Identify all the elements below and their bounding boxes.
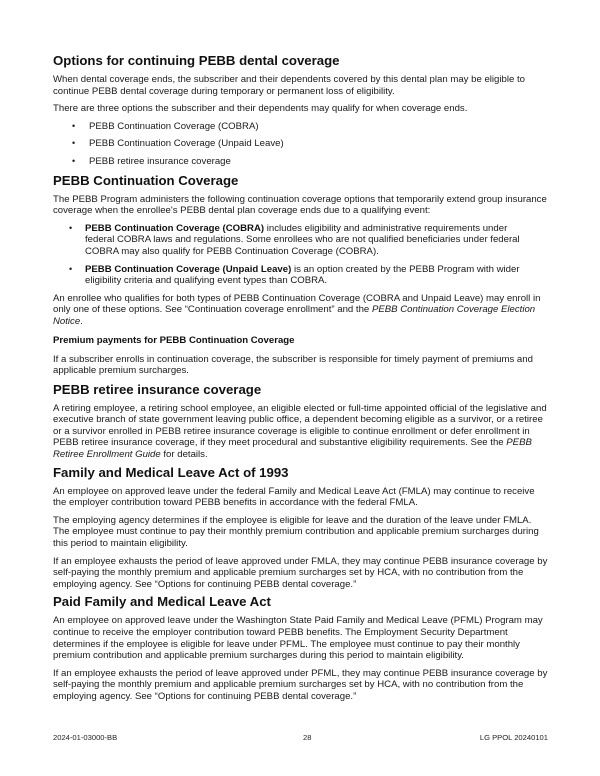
continuation-paragraph-2 — [53, 293, 548, 328]
retiree-paragraph-1 — [53, 403, 548, 461]
footer-form-code: LG PPOL 20240101 — [479, 733, 548, 742]
text-run: An enrollee who qualifies for both types of PEBB Continuation Coverage (COBRA and Unpaid Leave) may enroll in only one of these options. See “Continuation coverage enrollment” and the — [53, 292, 541, 316]
list-item-text: PEBB Continuation Coverage (Unpaid Leave) — [89, 138, 284, 150]
footer-document-id: 2024-01-03000-BB — [53, 733, 118, 742]
pfml-paragraph-1: An employee on approved leave under the Washington State Paid Family and Medical Leave (PFML) Program may continue to receive the employer contribution toward PEBB benefits. The Employment Security Department determines if the employee is eligible for leave under PFML. The employee must continue to pay their monthly premium contribution and applicable premium surcharges during this period to maintain eligibility. — [53, 615, 543, 662]
list-item — [53, 138, 548, 150]
section-fmla — [53, 465, 548, 591]
subheading-premium-payments: Premium payments for PEBB Continuation Coverage — [53, 334, 295, 346]
text-run: . — [80, 315, 83, 327]
section-continuation — [53, 173, 548, 377]
bullet-icon: • — [72, 138, 76, 149]
list-item — [53, 121, 548, 133]
continuation-paragraph-1: The PEBB Program administers the following continuation coverage options that temporarily extend group insurance coverage when the enrollee's PEBB dental plan coverage ends due to a qualifying event: — [53, 193, 547, 217]
options-paragraph-2: There are three options the subscriber and their dependents may qualify for when coverage ends. — [53, 103, 468, 115]
fmla-paragraph-3: If an employee exhausts the period of leave approved under FMLA, they may continue PEBB insurance coverage by self-paying the monthly premium and applicable premium surcharges set by HCA, with no contribution from the employing agency. See “Options for continuing PEBB dental coverage.” — [53, 555, 548, 590]
list-item — [53, 223, 548, 258]
section-retiree — [53, 382, 548, 461]
options-paragraph-1: When dental coverage ends, the subscriber and their dependents covered by this dental plan may be eligible to continue PEBB dental coverage during temporary or permanent loss of eligibility. — [53, 74, 525, 97]
heading-options: Options for continuing PEBB dental coverage — [53, 53, 340, 68]
bullet-icon: • — [72, 155, 76, 166]
document-page — [53, 0, 548, 703]
fmla-paragraph-1: An employee on approved leave under the federal Family and Medical Leave Act (FMLA) may continue to receive the employer contribution toward PEBB benefits in accordance with the federal FMLA. — [53, 485, 535, 509]
bullet-icon: • — [72, 120, 76, 131]
heading-continuation: PEBB Continuation Coverage — [53, 172, 239, 188]
section-options — [53, 53, 548, 168]
continuation-paragraph-3: If a subscriber enrolls in continuation coverage, the subscriber is responsible for timely payment of premiums and applicable premium surcharges. — [53, 353, 533, 377]
list-item-text: is an option created by the PEBB Program with wider eligibility criteria and qualifying event types than COBRA. — [85, 263, 520, 287]
heading-pfml: Paid Family and Medical Leave Act — [53, 594, 271, 610]
bullet-icon: • — [69, 263, 73, 274]
list-item-text: PEBB Continuation Coverage (COBRA) — [89, 120, 259, 132]
bullet-icon: • — [69, 222, 73, 233]
list-item-text: includes eligibility and administrative requirements under federal COBRA laws and regulations. Some enrollees who are not qualified beneficiaries under federal COBRA may also qualify for PEBB Continuation Coverage (COBRA). — [85, 222, 520, 257]
options-list — [53, 121, 548, 168]
list-item-text: PEBB retiree insurance coverage — [89, 155, 231, 167]
heading-fmla: Family and Medical Leave Act of 1993 — [53, 464, 289, 480]
heading-retiree: PEBB retiree insurance coverage — [53, 381, 262, 397]
document-title-reference: PEBB Retiree Enrollment Guide — [53, 437, 532, 461]
list-item-term: PEBB Continuation Coverage (COBRA) — [85, 222, 265, 234]
continuation-list — [53, 223, 548, 287]
list-item — [53, 156, 548, 168]
fmla-paragraph-2: The employing agency determines if the employee is eligible for leave and the duration of the leave under FMLA. The employee must continue to pay their monthly premium contribution and applicable premium surcharges during this period to maintain eligibility. — [53, 514, 539, 550]
text-run: for details. — [160, 449, 208, 461]
section-pfml — [53, 594, 548, 702]
pfml-paragraph-2: If an employee exhausts the period of leave approved under PFML, they may continue PEBB insurance coverage by self-paying the monthly premium and applicable premium surcharges set by HCA, with no contribution from the employing agency. See “Options for continuing PEBB dental coverage.” — [53, 667, 548, 702]
document-title-reference: PEBB Continuation Coverage Election Notice — [53, 304, 536, 327]
list-item-term: PEBB Continuation Coverage (Unpaid Leave) — [85, 263, 292, 275]
footer-page-number: 28 — [303, 733, 312, 742]
list-item — [53, 264, 548, 287]
text-run: A retiring employee, a retiring school employee, an eligible elected or full-time appointed official of the legislative and executive branch of state government leaving public office, a dependent becoming eligible as a survivor, or a retiree or a survivor enrolled in PEBB retiree insurance coverage is eligible to continue enrollment or defer enrollment in PEBB retiree insurance coverage, if they meet procedural and substantive eligibility requirements. See the — [53, 402, 547, 449]
